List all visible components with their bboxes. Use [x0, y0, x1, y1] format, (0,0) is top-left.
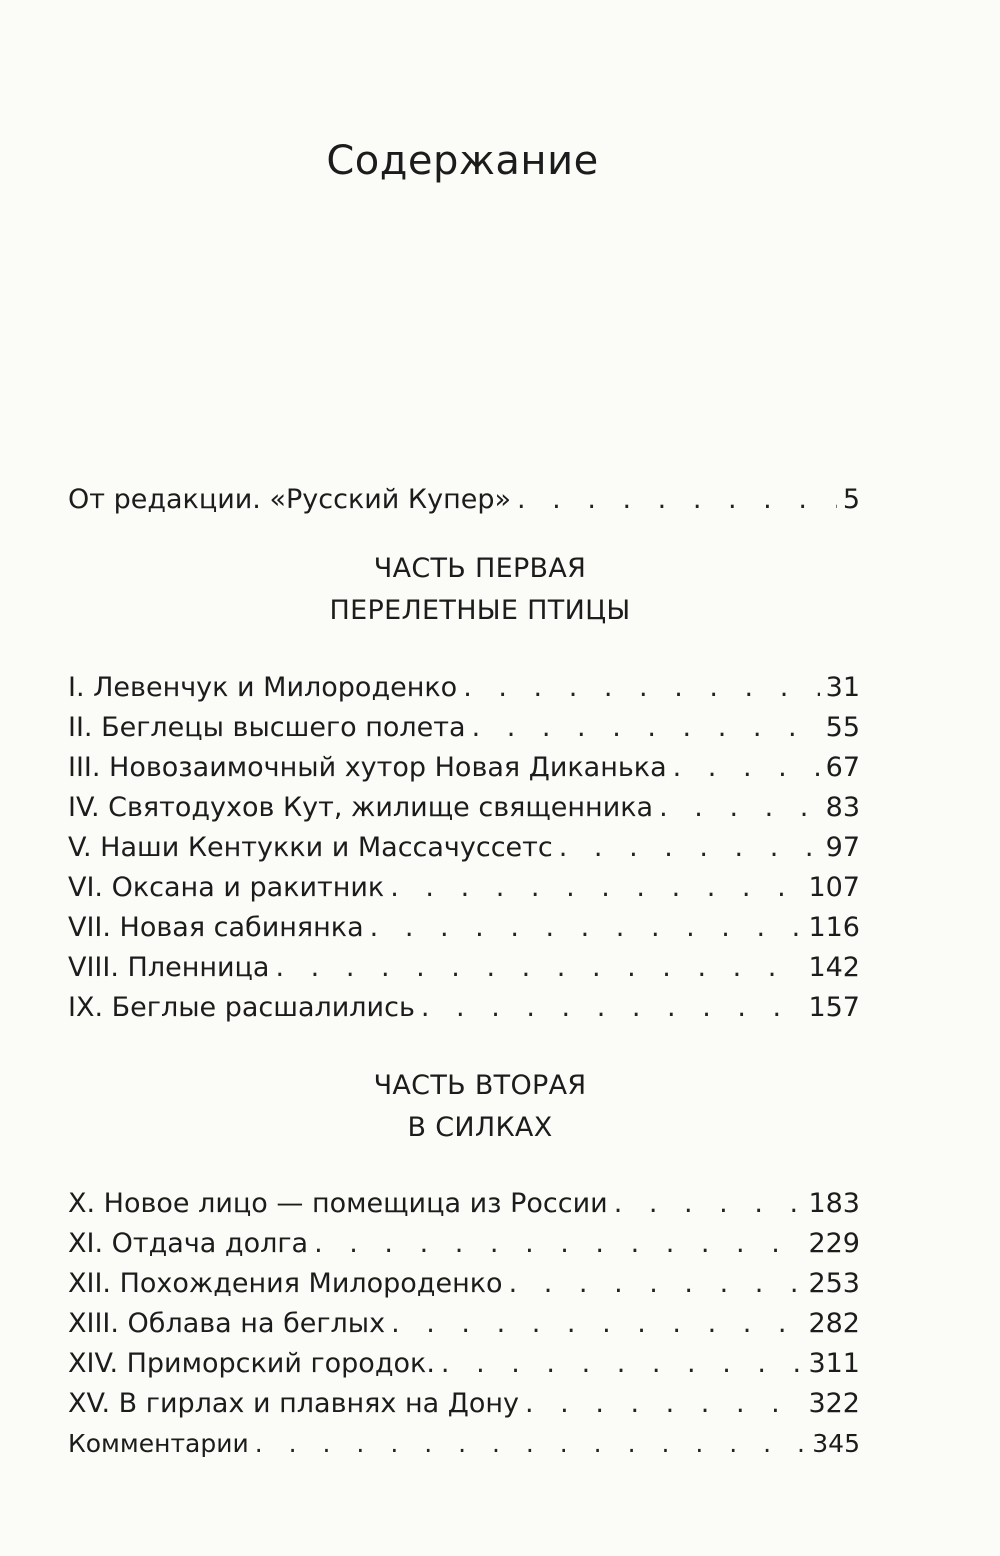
toc-entry-label: XV. В гирлах и плавнях на Дону [68, 1388, 519, 1419]
toc-entry-label: IX. Беглые расшалились [68, 992, 415, 1023]
toc-entry-label: VI. Оксана и ракитник [68, 872, 385, 903]
toc-entry [68, 1384, 860, 1424]
toc-intro [68, 480, 860, 520]
toc-entry-commentary [68, 1424, 860, 1464]
toc-entry-page: 55 [825, 712, 860, 743]
toc-entry-label: XIII. Облава на беглых [68, 1308, 386, 1339]
toc-entry-page: 157 [808, 992, 860, 1023]
toc-entry [68, 1184, 860, 1224]
leader-dots [525, 1384, 802, 1424]
toc-entry-label: XI. Отдача долга [68, 1228, 309, 1259]
toc-entry [68, 480, 860, 520]
toc-entry [68, 1264, 860, 1304]
toc-entry-label: От редакции. «Русский Купер» [68, 484, 511, 515]
toc-entry-page: 97 [825, 832, 860, 863]
toc-entry [68, 948, 860, 988]
toc-entry-page: 183 [808, 1188, 860, 1219]
toc-entry-page: 253 [808, 1268, 860, 1299]
toc-entry-label: Комментарии [68, 1429, 249, 1458]
leader-dots [255, 1424, 807, 1464]
leader-dots [463, 668, 819, 708]
toc-entry-page: 282 [808, 1308, 860, 1339]
part-subtitle: ПЕРЕЛЕТНЫЕ ПТИЦЫ [329, 595, 631, 626]
leader-dots [509, 1264, 803, 1304]
toc-entry [68, 668, 860, 708]
toc-part1 [68, 668, 860, 1028]
page-title: Содержание [326, 138, 599, 184]
toc-entry-page: 5 [842, 484, 860, 515]
toc-entry-page: 322 [808, 1388, 860, 1419]
toc-part2 [68, 1184, 860, 1464]
toc-entry-label: III. Новозаимочный хутор Новая Диканька [68, 752, 667, 783]
leader-dots [370, 908, 803, 948]
part-heading [0, 548, 960, 632]
toc-entry-label: I. Левенчук и Милороденко [68, 672, 458, 703]
toc-entry [68, 988, 860, 1028]
toc-entry-label: XII. Похождения Милороденко [68, 1268, 503, 1299]
toc-entry-label: II. Беглецы высшего полета [68, 712, 466, 743]
part-title: ЧАСТЬ ВТОРАЯ [373, 1070, 587, 1101]
toc-entry-page: 229 [808, 1228, 860, 1259]
part-subtitle: В СИЛКАХ [407, 1112, 553, 1143]
leader-dots [390, 868, 802, 908]
leader-dots [391, 1304, 802, 1344]
toc-entry [68, 1224, 860, 1264]
toc-entry-label: X. Новое лицо — помещица из России [68, 1188, 608, 1219]
toc-entry [68, 1344, 860, 1384]
leader-dots [559, 828, 820, 868]
toc-entry-label: XIV. Приморский городок. [68, 1348, 435, 1379]
leader-dots [614, 1184, 803, 1224]
toc-entry-label: VIII. Пленница [68, 952, 270, 983]
toc-entry-page: 345 [812, 1429, 860, 1458]
toc-entry-page: 142 [808, 952, 860, 983]
toc-entry [68, 708, 860, 748]
toc-entry-label: V. Наши Кентукки и Массачуссетс [68, 832, 553, 863]
leader-dots [314, 1224, 802, 1264]
toc-entry-page: 83 [825, 792, 860, 823]
toc-entry [68, 868, 860, 908]
leader-dots [441, 1344, 803, 1384]
toc-entry-page: 31 [825, 672, 860, 703]
leader-dots [472, 708, 820, 748]
leader-dots [517, 480, 837, 520]
toc-entry [68, 748, 860, 788]
toc-entry-label: VII. Новая сабинянка [68, 912, 364, 943]
part-title: ЧАСТЬ ПЕРВАЯ [373, 553, 587, 584]
toc-entry-label: IV. Святодухов Кут, жилище священника [68, 792, 654, 823]
leader-dots [673, 748, 820, 788]
part-heading [0, 1065, 960, 1149]
toc-entry-page: 67 [825, 752, 860, 783]
toc-entry [68, 828, 860, 868]
leader-dots [421, 988, 803, 1028]
toc-entry-page: 116 [808, 912, 860, 943]
toc-entry-page: 107 [808, 872, 860, 903]
toc-entry [68, 788, 860, 828]
toc-entry [68, 1304, 860, 1344]
leader-dots [275, 948, 802, 988]
toc-entry-page: 311 [808, 1348, 860, 1379]
leader-dots [659, 788, 820, 828]
toc-entry [68, 908, 860, 948]
